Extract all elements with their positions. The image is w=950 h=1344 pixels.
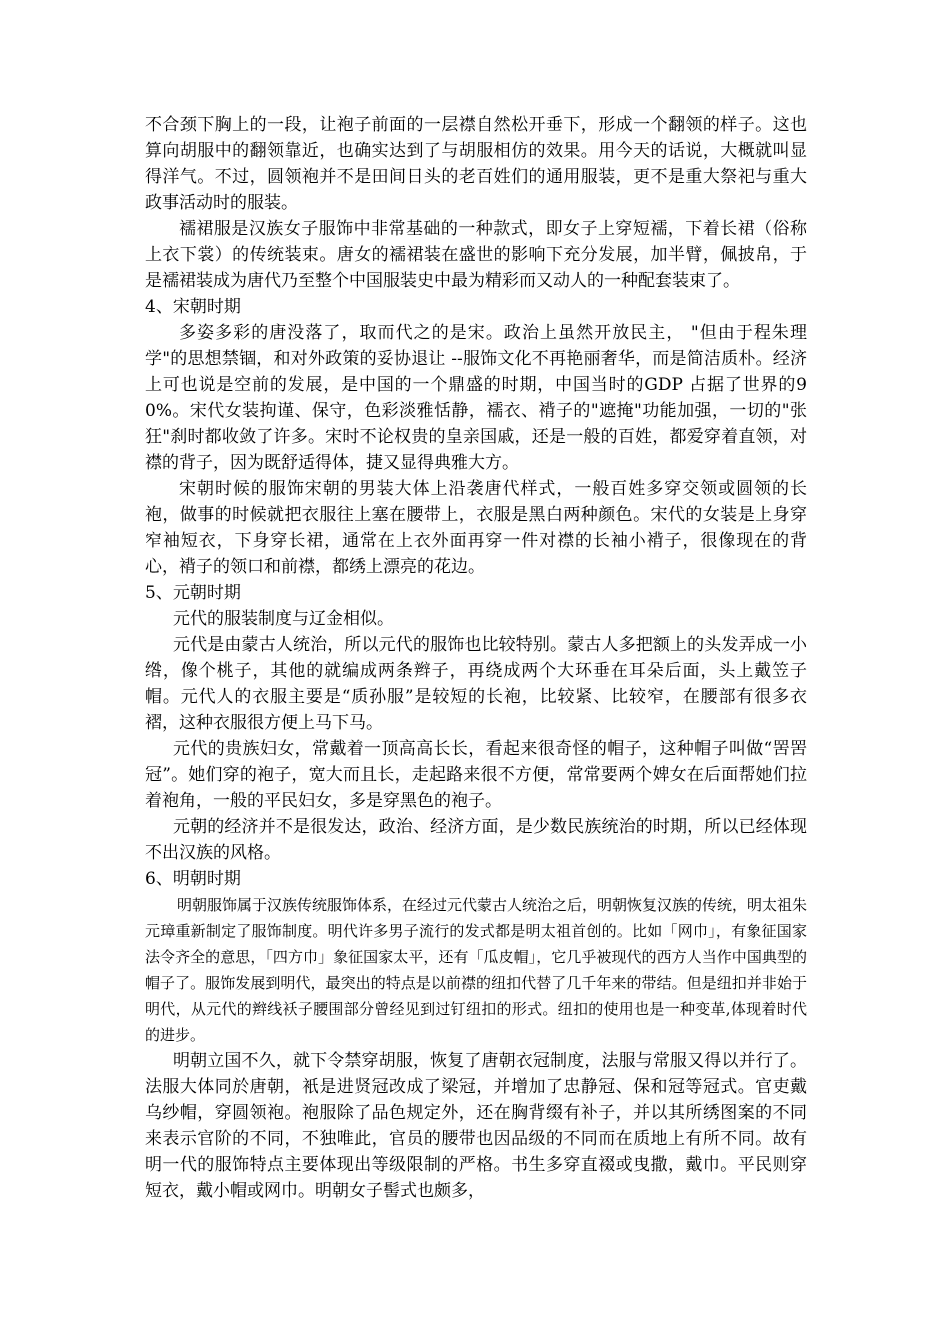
paragraph-ruqun: 襦裙服是汉族女子服饰中非常基础的一种款式，即女子上穿短襦，下着长裙（俗称上衣下裳）的传统装束。唐女的襦裙装在盛世的影响下充分发展，加半臂，佩披帛，于是襦裙装成为唐代乃至整个中国服装史中最为精彩而又动人的一种配套装束了。 — [145, 219, 807, 291]
paragraph-yuan-women: 元代的贵族妇女，常戴着一顶高高长长，看起来很奇怪的帽子，这种帽子叫做“罟罟冠”。她们穿的袍子，宽大而且长，走起路来很不方便，常常要两个婢女在后面帮她们拉着袍角，一般的平民妇女，多是穿黑色的袍子。 — [145, 739, 807, 811]
paragraph-yuan-economy: 元朝的经济并不是很发达，政治、经济方面，是少数民族统治的时期，所以已经体现不出汉族的风格。 — [145, 817, 807, 863]
paragraph-song-intro: 多姿多彩的唐没落了，取而代之的是宋。政治上虽然开放民主， "但由于程朱理学"的思想禁锢，和对外政策的妥协退让 --服饰文化不再艳丽奢华，而是简洁质朴。经济上可也说是空前的发展，是中国的一个鼎盛的时期，中国当时的GDP 占据了世界的90%。宋代女装拘谨、保守，色彩淡雅恬静，襦衣、褙子的"遮掩"功能加强，一切的"张狂"刹时都收敛了许多。宋时不论权贵的皇亲国戚，还是一般的百姓，都爱穿着直领，对襟的背子，因为既舒适得体，捷又显得典雅大方。 — [145, 323, 807, 473]
heading-song-dynasty: 4、宋朝时期 — [145, 297, 241, 317]
document-page — [145, 112, 807, 1204]
heading-ming-dynasty: 6、明朝时期 — [145, 869, 241, 889]
paragraph-round-collar-robe: 不合颈下胸上的一段，让袍子前面的一层襟自然松开垂下，形成一个翻领的样子。这也算向胡服中的翻领靠近，也确实达到了与胡服相仿的效果。用今天的话说，大概就叫显得洋气。不过，圆领袍并不是田间日头的老百姓们的通用服装，更不是重大祭祀与重大政事活动时的服装。 — [145, 115, 807, 213]
paragraph-yuan-system: 元代的服装制度与辽金相似。 — [173, 609, 394, 629]
paragraph-ming-overview: 明朝服饰属于汉族传统服饰体系，在经过元代蒙古人统治之后，明朝恢复汉族的传统，明太祖朱元璋重新制定了服饰制度。明代许多男子流行的发式都是明太祖首创的。比如「网巾」，有象征国家法令齐全的意思，「四方巾」象征国家太平，还有「瓜皮帽」，它几乎被现代的西方人当作中国典型的帽子了。服饰发展到明代，最突出的特点是以前襟的纽扣代替了几千年来的带结。但是纽扣并非始于明代，从元代的辫线袄子腰围部分曾经见到过钉纽扣的形式。纽扣的使用也是一种变革,体现着时代的进步。 — [145, 896, 808, 1044]
paragraph-yuan-mongol: 元代是由蒙古人统治，所以元代的服饰也比较特别。蒙古人多把额上的头发弄成一小绺，像个桃子，其他的就编成两条辫子，再绕成两个大环垂在耳朵后面，头上戴笠子帽。元代人的衣服主要是“质孙服”是较短的长袍，比较紧、比较窄，在腰部有很多衣褶，这种衣服很方便上马下马。 — [145, 635, 807, 733]
paragraph-song-clothing: 宋朝时候的服饰宋朝的男装大体上沿袭唐代样式，一般百姓多穿交领或圆领的长袍，做事的时候就把衣服往上塞在腰带上，衣服是黑白两种颜色。宋代的女装是上身穿窄袖短衣，下身穿长裙，通常在上衣外面再穿一件对襟的长袖小褙子，很像现在的背心，褙子的领口和前襟，都绣上漂亮的花边。 — [145, 479, 807, 577]
heading-yuan-dynasty: 5、元朝时期 — [145, 583, 241, 603]
paragraph-ming-system: 明朝立国不久，就下令禁穿胡服，恢复了唐朝衣冠制度，法服与常服又得以并行了。法服大体同於唐朝，衹是进贤冠改成了梁冠，并增加了忠静冠、保和冠等冠式。官吏戴乌纱帽，穿圆领袍。袍服除了品色规定外，还在胸背缀有补子，并以其所绣图案的不同来表示官阶的不同，不独唯此，官员的腰带也因品级的不同而在质地上有所不同。故有明一代的服饰特点主要体现出等级限制的严格。书生多穿直裰或曳撒，戴巾。平民则穿短衣，戴小帽或网巾。明朝女子髻式也颇多， — [145, 1051, 807, 1201]
